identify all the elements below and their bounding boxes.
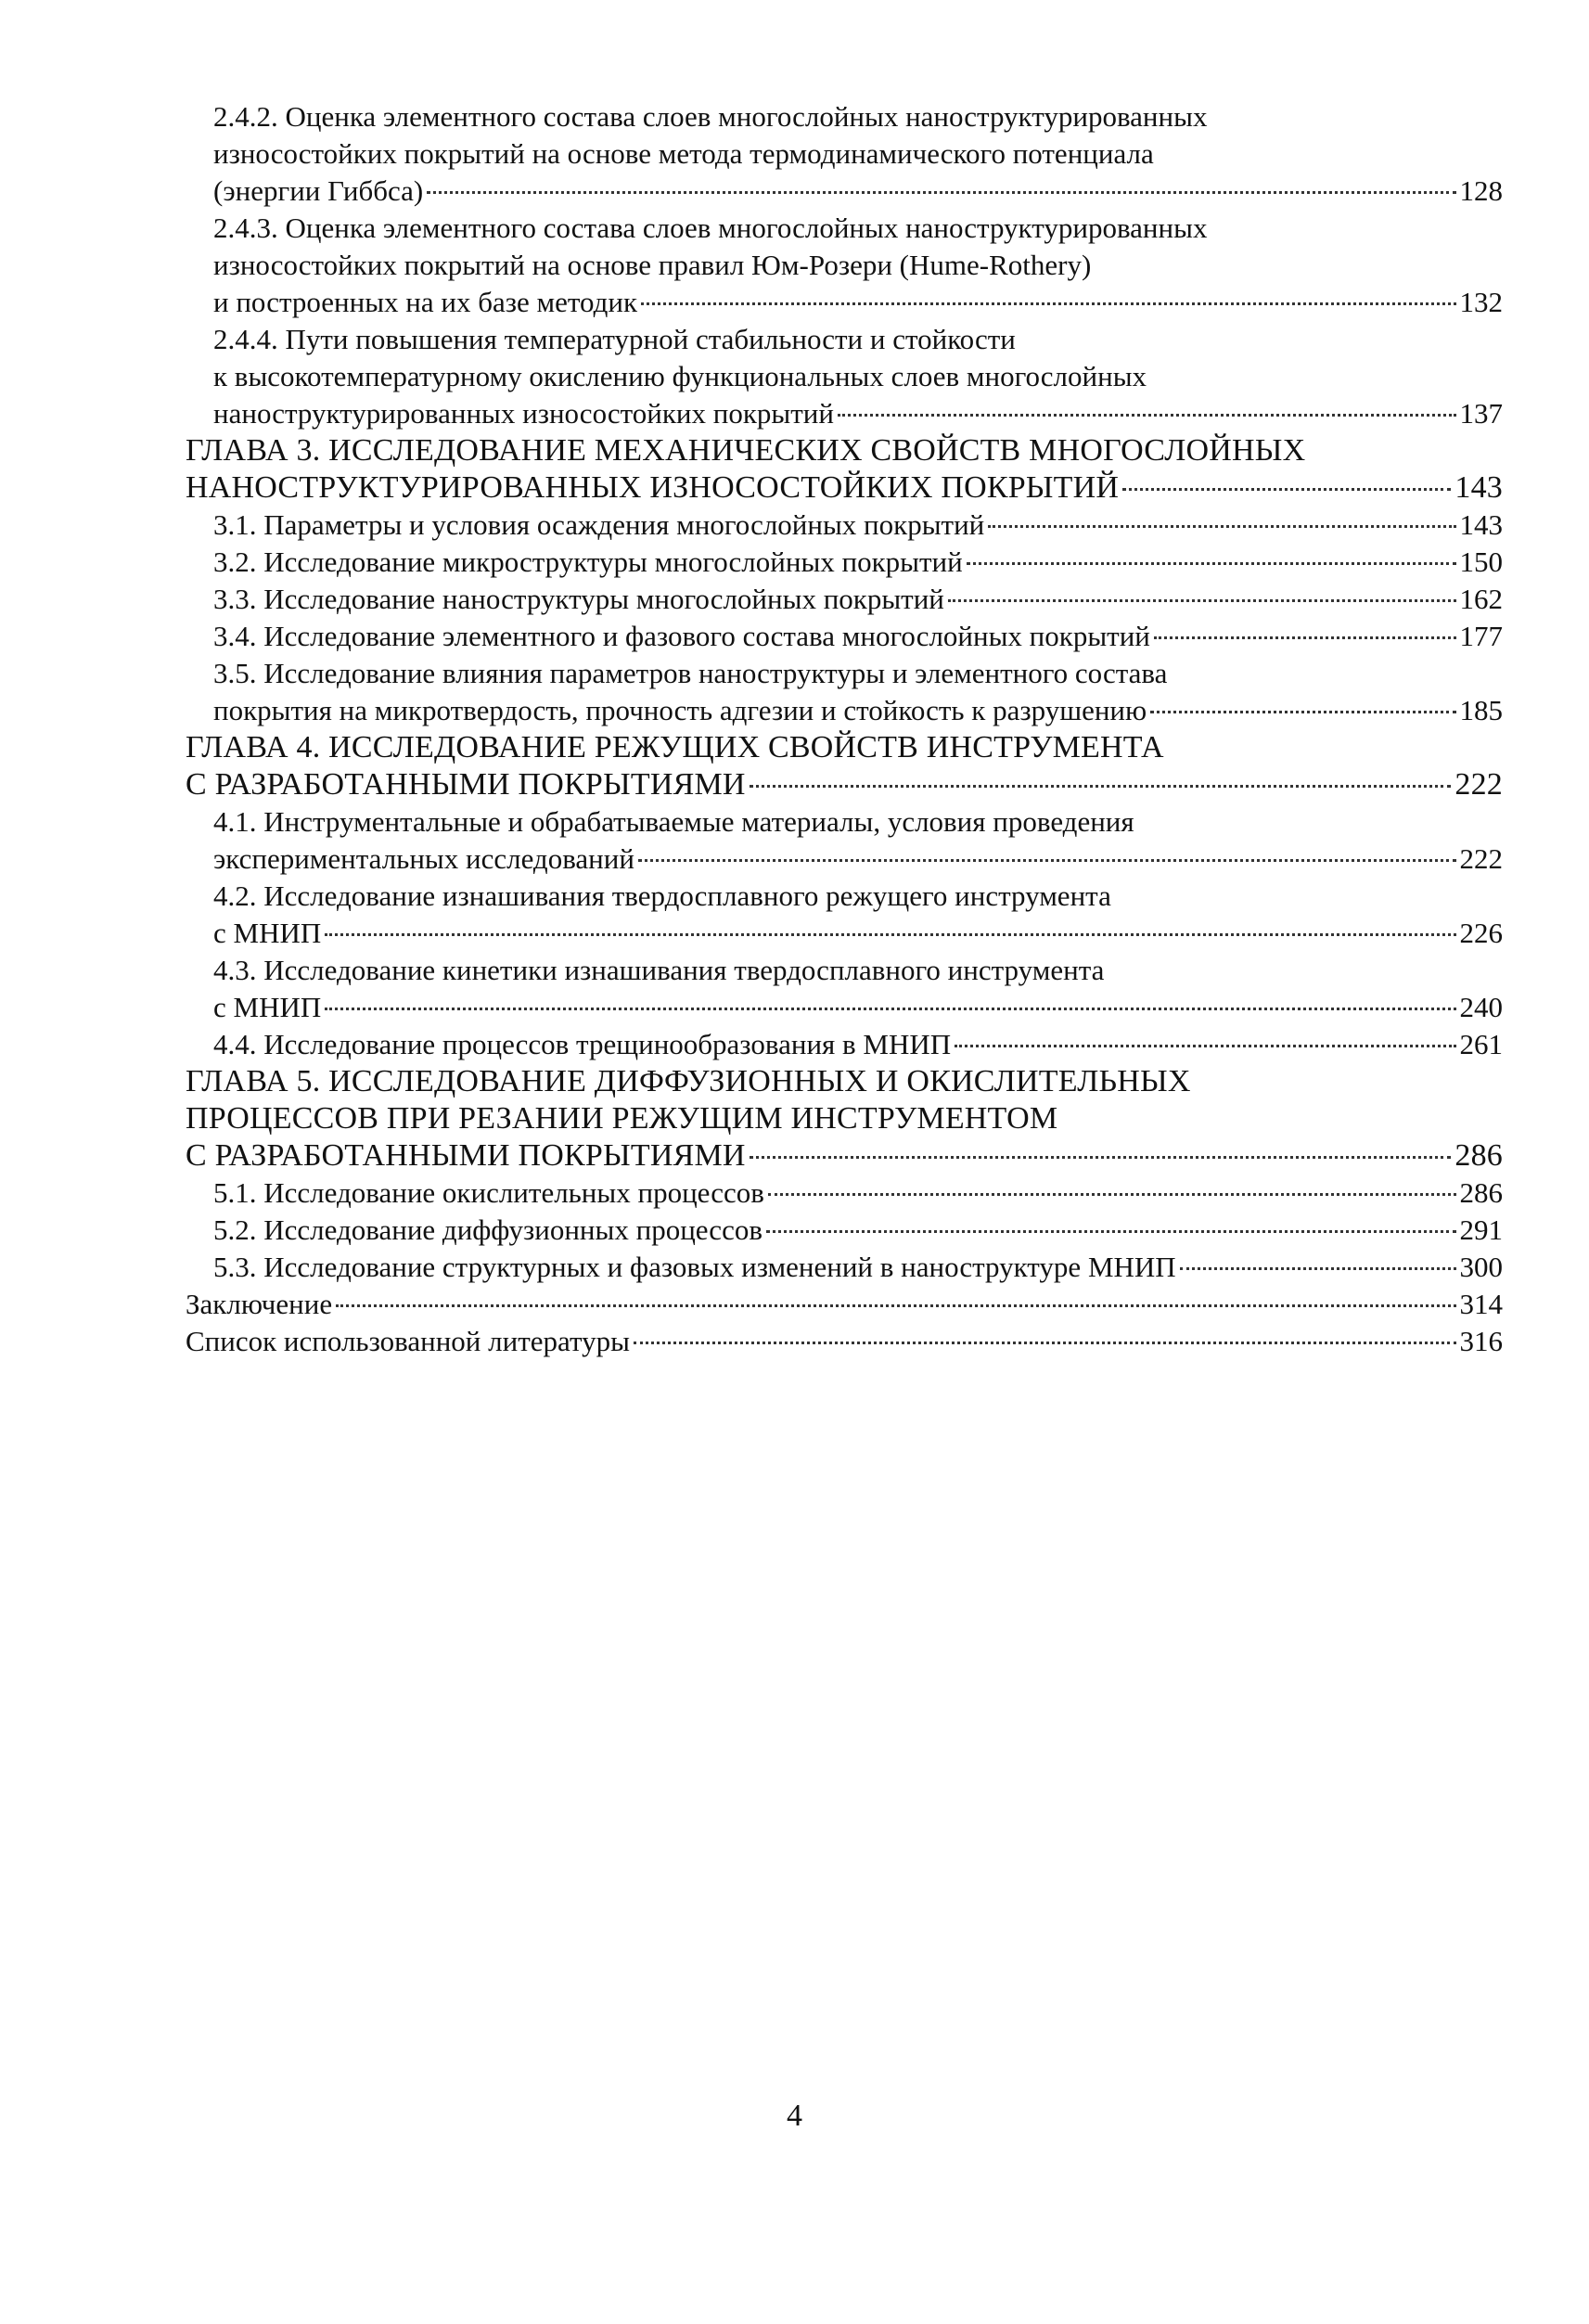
dot-leader bbox=[427, 191, 1455, 194]
toc-entry bbox=[186, 1286, 1503, 1323]
toc-line bbox=[186, 989, 1503, 1026]
toc-line-text: экспериментальных исследований bbox=[213, 842, 634, 875]
toc-line bbox=[186, 469, 1503, 507]
toc-page-number: 177 bbox=[1459, 620, 1503, 652]
toc-line bbox=[186, 618, 1503, 655]
dot-leader bbox=[955, 1045, 1455, 1047]
toc-page-number: 300 bbox=[1459, 1251, 1503, 1283]
toc-line-text: ГЛАВА 3. ИССЛЕДОВАНИЕ МЕХАНИЧЕСКИХ СВОЙСТВ МНОГОСЛОЙНЫХ bbox=[186, 433, 1306, 468]
dot-leader bbox=[336, 1304, 1455, 1307]
toc-line bbox=[186, 247, 1503, 284]
toc-line bbox=[186, 803, 1503, 841]
toc-line bbox=[186, 729, 1503, 766]
toc-line-text: износостойких покрытий на основе правил Юм-Розери (Hume-Rothery) bbox=[213, 249, 1092, 281]
toc-line-text: 3.3. Исследование наноструктуры многослойных покрытий bbox=[213, 583, 944, 615]
toc-line bbox=[186, 321, 1503, 358]
dot-leader bbox=[325, 1008, 1455, 1010]
toc-line-text: 5.3. Исследование структурных и фазовых изменений в наноструктуре МНИП bbox=[213, 1251, 1176, 1283]
toc-entry bbox=[186, 1175, 1503, 1212]
toc-line bbox=[186, 841, 1503, 878]
toc-line-text: (энергии Гиббса) bbox=[213, 174, 424, 207]
page-number: 4 bbox=[787, 2099, 802, 2133]
toc-line-text: наноструктурированных износостойких покрытий bbox=[213, 397, 834, 430]
toc-page-number: 261 bbox=[1459, 1028, 1503, 1060]
toc-line bbox=[186, 1063, 1503, 1100]
toc-line-text: 2.4.4. Пути повышения температурной стабильности и стойкости bbox=[213, 323, 1016, 355]
dot-leader bbox=[1154, 636, 1456, 639]
toc-entry bbox=[186, 655, 1503, 729]
toc-line bbox=[186, 173, 1503, 210]
toc-page-number: 132 bbox=[1459, 286, 1503, 318]
toc-line-text: НАНОСТРУКТУРИРОВАННЫХ ИЗНОСОСТОЙКИХ ПОКРЫТИЙ bbox=[186, 470, 1120, 505]
toc-page-number: 162 bbox=[1459, 583, 1503, 615]
toc-page-number: 314 bbox=[1459, 1288, 1503, 1320]
toc-page-number: 226 bbox=[1459, 917, 1503, 949]
table-of-contents bbox=[186, 98, 1503, 1360]
toc-entry bbox=[186, 952, 1503, 1026]
toc-entry bbox=[186, 581, 1503, 618]
toc-line bbox=[186, 135, 1503, 173]
toc-line bbox=[186, 1137, 1503, 1175]
toc-line-text: покрытия на микротвердость, прочность адгезии и стойкость к разрушению bbox=[213, 694, 1147, 726]
toc-line-text: ГЛАВА 5. ИССЛЕДОВАНИЕ ДИФФУЗИОННЫХ И ОКИСЛИТЕЛЬНЫХ bbox=[186, 1064, 1191, 1098]
toc-entry bbox=[186, 878, 1503, 952]
toc-line-text: ГЛАВА 4. ИССЛЕДОВАНИЕ РЕЖУЩИХ СВОЙСТВ ИНСТРУМЕНТА bbox=[186, 730, 1164, 764]
toc-line bbox=[186, 581, 1503, 618]
toc-entry bbox=[186, 618, 1503, 655]
toc-line bbox=[186, 878, 1503, 915]
toc-chapter-entry bbox=[186, 729, 1503, 803]
dot-leader bbox=[838, 414, 1456, 417]
toc-line bbox=[186, 1323, 1503, 1360]
toc-entry bbox=[186, 803, 1503, 878]
toc-page-number: 222 bbox=[1459, 842, 1503, 875]
toc-line bbox=[186, 915, 1503, 952]
toc-line-text: Заключение bbox=[186, 1288, 333, 1320]
toc-line-text: С РАЗРАБОТАННЫМИ ПОКРЫТИЯМИ bbox=[186, 767, 746, 802]
toc-page-number: 150 bbox=[1459, 546, 1503, 578]
toc-page-number: 286 bbox=[1459, 1176, 1503, 1209]
dot-leader bbox=[988, 525, 1455, 528]
toc-page-number: 222 bbox=[1454, 767, 1503, 802]
toc-chapter-entry bbox=[186, 1063, 1503, 1175]
toc-line bbox=[186, 1249, 1503, 1286]
dot-leader bbox=[1122, 488, 1451, 491]
toc-line-text: с МНИП bbox=[213, 991, 322, 1023]
dot-leader bbox=[948, 599, 1456, 602]
toc-line bbox=[186, 1286, 1503, 1323]
dot-leader bbox=[750, 785, 1452, 788]
dot-leader bbox=[641, 302, 1455, 305]
toc-line bbox=[186, 766, 1503, 803]
toc-line-text: 3.1. Параметры и условия осаждения многослойных покрытий bbox=[213, 508, 985, 541]
toc-line-text: 4.3. Исследование кинетики изнашивания твердосплавного инструмента bbox=[213, 954, 1105, 986]
toc-page-number: 291 bbox=[1459, 1213, 1503, 1246]
toc-line-text: 4.1. Инструментальные и обрабатываемые материалы, условия проведения bbox=[213, 805, 1134, 838]
toc-line-text: к высокотемпературному окислению функциональных слоев многослойных bbox=[213, 360, 1147, 392]
dot-leader bbox=[768, 1193, 1456, 1196]
dot-leader bbox=[325, 933, 1455, 936]
toc-line bbox=[186, 1212, 1503, 1249]
dot-leader bbox=[638, 859, 1456, 862]
toc-line bbox=[186, 507, 1503, 544]
toc-page-number: 286 bbox=[1454, 1138, 1503, 1173]
toc-line-text: 3.5. Исследование влияния параметров наноструктуры и элементного состава bbox=[213, 657, 1168, 689]
toc-chapter-entry bbox=[186, 432, 1503, 507]
toc-line-text: 5.1. Исследование окислительных процессов bbox=[213, 1176, 764, 1209]
toc-line-text: С РАЗРАБОТАННЫМИ ПОКРЫТИЯМИ bbox=[186, 1138, 746, 1173]
toc-line-text: 3.4. Исследование элементного и фазового состава многослойных покрытий bbox=[213, 620, 1150, 652]
toc-line bbox=[186, 210, 1503, 247]
toc-line bbox=[186, 1175, 1503, 1212]
toc-line bbox=[186, 284, 1503, 321]
toc-line bbox=[186, 395, 1503, 432]
toc-line bbox=[186, 1100, 1503, 1137]
toc-entry bbox=[186, 1323, 1503, 1360]
dot-leader bbox=[967, 562, 1456, 565]
toc-page-number: 240 bbox=[1459, 991, 1503, 1023]
toc-entry bbox=[186, 1212, 1503, 1249]
toc-page-number: 143 bbox=[1459, 508, 1503, 541]
toc-line bbox=[186, 692, 1503, 729]
dot-leader bbox=[634, 1342, 1456, 1344]
toc-line-text: 5.2. Исследование диффузионных процессов bbox=[213, 1213, 762, 1246]
toc-page-number: 143 bbox=[1454, 470, 1503, 505]
dot-leader bbox=[1150, 711, 1455, 713]
dot-leader bbox=[1180, 1267, 1456, 1270]
toc-page-number: 137 bbox=[1459, 397, 1503, 430]
toc-line bbox=[186, 358, 1503, 395]
toc-entry bbox=[186, 1026, 1503, 1063]
toc-line bbox=[186, 98, 1503, 135]
toc-line-text: и построенных на их базе методик bbox=[213, 286, 638, 318]
toc-page-number: 316 bbox=[1459, 1325, 1503, 1357]
toc-line-text: 4.4. Исследование процессов трещинообразования в МНИП bbox=[213, 1028, 952, 1060]
toc-page-number: 185 bbox=[1459, 694, 1503, 726]
dot-leader bbox=[766, 1230, 1456, 1233]
dot-leader bbox=[750, 1156, 1452, 1159]
toc-line-text: 4.2. Исследование изнашивания твердосплавного режущего инструмента bbox=[213, 880, 1111, 912]
toc-entry bbox=[186, 210, 1503, 321]
toc-line-text: ПРОЦЕССОВ ПРИ РЕЗАНИИ РЕЖУЩИМ ИНСТРУМЕНТОМ bbox=[186, 1101, 1058, 1136]
toc-line bbox=[186, 1026, 1503, 1063]
toc-line bbox=[186, 432, 1503, 469]
toc-line-text: 3.2. Исследование микроструктуры многослойных покрытий bbox=[213, 546, 963, 578]
toc-entry bbox=[186, 507, 1503, 544]
toc-entry bbox=[186, 544, 1503, 581]
toc-line-text: износостойких покрытий на основе метода термодинамического потенциала bbox=[213, 137, 1154, 170]
toc-line bbox=[186, 655, 1503, 692]
toc-entry bbox=[186, 98, 1503, 210]
toc-entry bbox=[186, 321, 1503, 432]
toc-entry bbox=[186, 1249, 1503, 1286]
toc-line-text: 2.4.2. Оценка элементного состава слоев многослойных наноструктурированных bbox=[213, 100, 1208, 133]
toc-line bbox=[186, 952, 1503, 989]
toc-line-text: с МНИП bbox=[213, 917, 322, 949]
toc-page-number: 128 bbox=[1459, 174, 1503, 207]
toc-line bbox=[186, 544, 1503, 581]
toc-line-text: 2.4.3. Оценка элементного состава слоев многослойных наноструктурированных bbox=[213, 212, 1208, 244]
toc-line-text: Список использованной литературы bbox=[186, 1325, 630, 1357]
